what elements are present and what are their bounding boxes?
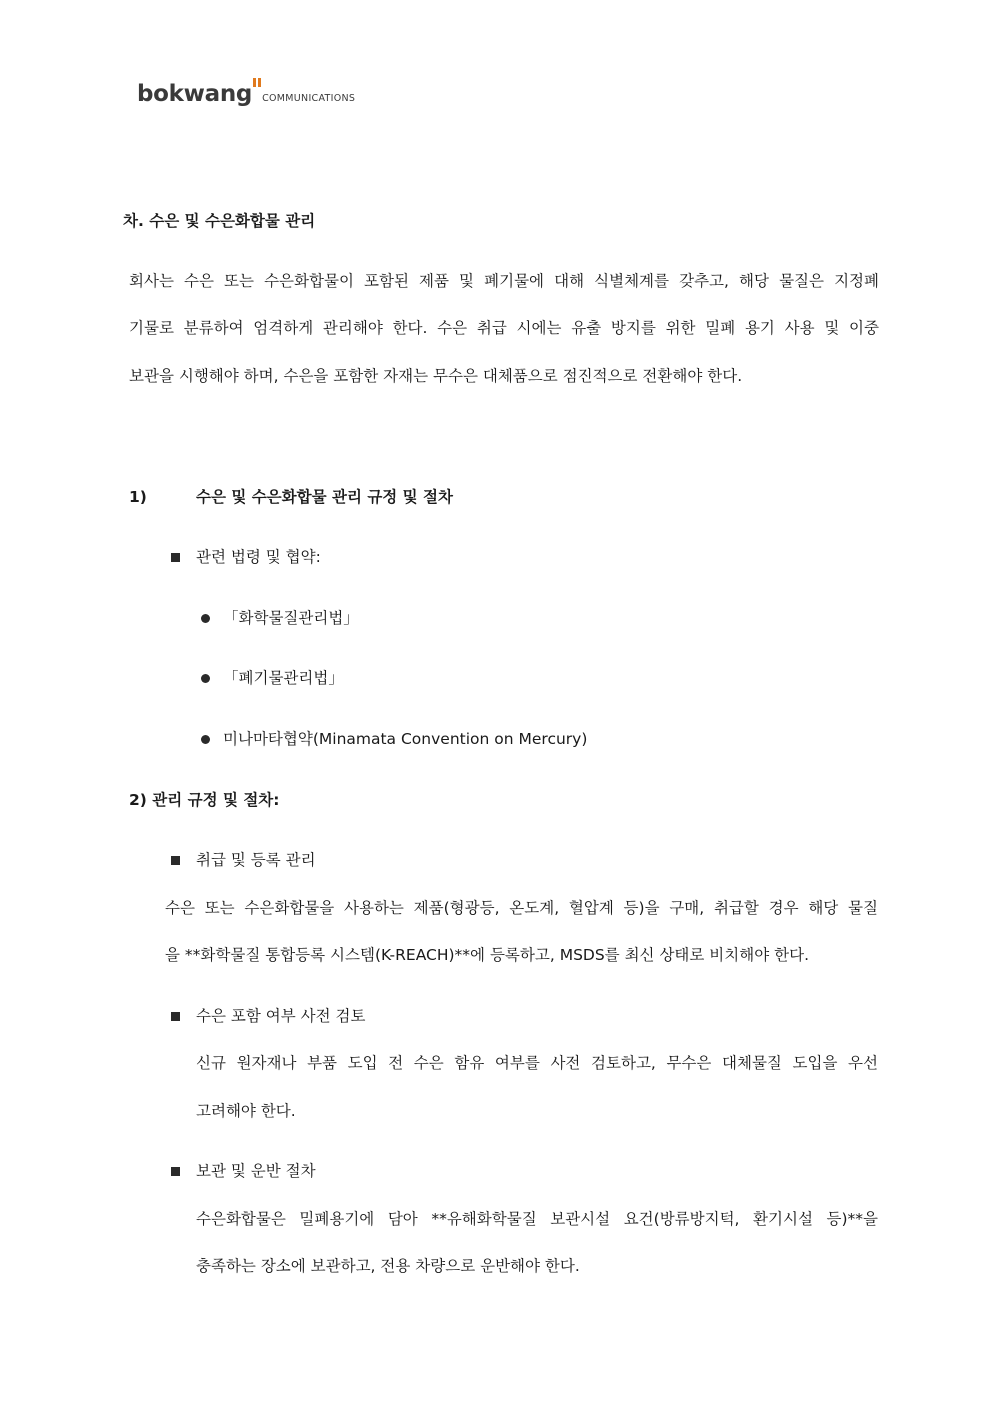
item-label: 보관 및 운반 절차 (196, 1162, 316, 1180)
item-text-line: 충족하는 장소에 보관하고, 전용 차량으로 운반해야 한다. (196, 1257, 580, 1275)
intro-line-2: 기물로 분류하여 엄격하게 관리해야 한다. 수은 취급 시에는 유출 방지를 위한 밀폐 용기 사용 및 이중 (129, 319, 879, 337)
item-label: 수은 포함 여부 사전 검토 (196, 1007, 366, 1025)
item-text-line: 고려해야 한다. (196, 1102, 296, 1120)
round-bullet-icon (201, 614, 210, 623)
square-bullet-icon (171, 553, 180, 562)
logo-wordmark: bokwang (137, 81, 253, 107)
square-bullet-icon (171, 1167, 180, 1176)
item-text-line: 신규 원자재나 부품 도입 전 수은 함유 여부를 사전 검토하고, 무수은 대체물질 도입을 우선 (196, 1054, 878, 1072)
intro-line-3: 보관을 시행해야 하며, 수은을 포함한 자재는 무수은 대체품으로 점진적으로 전환해야 한다. (129, 367, 743, 385)
law-item: 「화학물질관리법」 (223, 609, 359, 627)
item-label: 취급 및 등록 관리 (196, 851, 316, 869)
round-bullet-icon (201, 735, 210, 744)
round-bullet-icon (201, 674, 210, 683)
part1-title: 수은 및 수은화합물 관리 규정 및 절차 (196, 488, 453, 506)
section-title: 차. 수은 및 수은화합물 관리 (123, 212, 316, 230)
item-text-line: 수은화합물은 밀폐용기에 담아 **유해화학물질 보관시설 요건(방류방지턱, 환기시설 등)**을 (196, 1210, 878, 1228)
intro-line-1: 회사는 수은 또는 수은화합물이 포함된 제품 및 폐기물에 대해 식별체계를 갖추고, 해당 물질은 지정폐 (129, 272, 879, 290)
law-item: 「폐기물관리법」 (223, 669, 344, 687)
part2-title: 2) 관리 규정 및 절차: (129, 791, 280, 809)
company-logo (137, 76, 355, 106)
logo-accent-bars-icon (253, 78, 261, 87)
logo-subtitle: COMMUNICATIONS (262, 93, 356, 104)
square-bullet-icon (171, 856, 180, 865)
item-text-line: 수은 또는 수은화합물을 사용하는 제품(형광등, 온도계, 혈압계 등)을 구매, 취급할 경우 해당 물질 (165, 899, 878, 917)
item-text-line: 을 **화학물질 통합등록 시스템(K-REACH)**에 등록하고, MSDS를 최신 상태로 비치해야 한다. (165, 946, 809, 964)
square-bullet-icon (171, 1012, 180, 1021)
laws-label: 관련 법령 및 협약: (196, 548, 321, 566)
part1-number: 1) (129, 488, 147, 506)
law-item: 미나마타협약(Minamata Convention on Mercury) (223, 730, 588, 748)
